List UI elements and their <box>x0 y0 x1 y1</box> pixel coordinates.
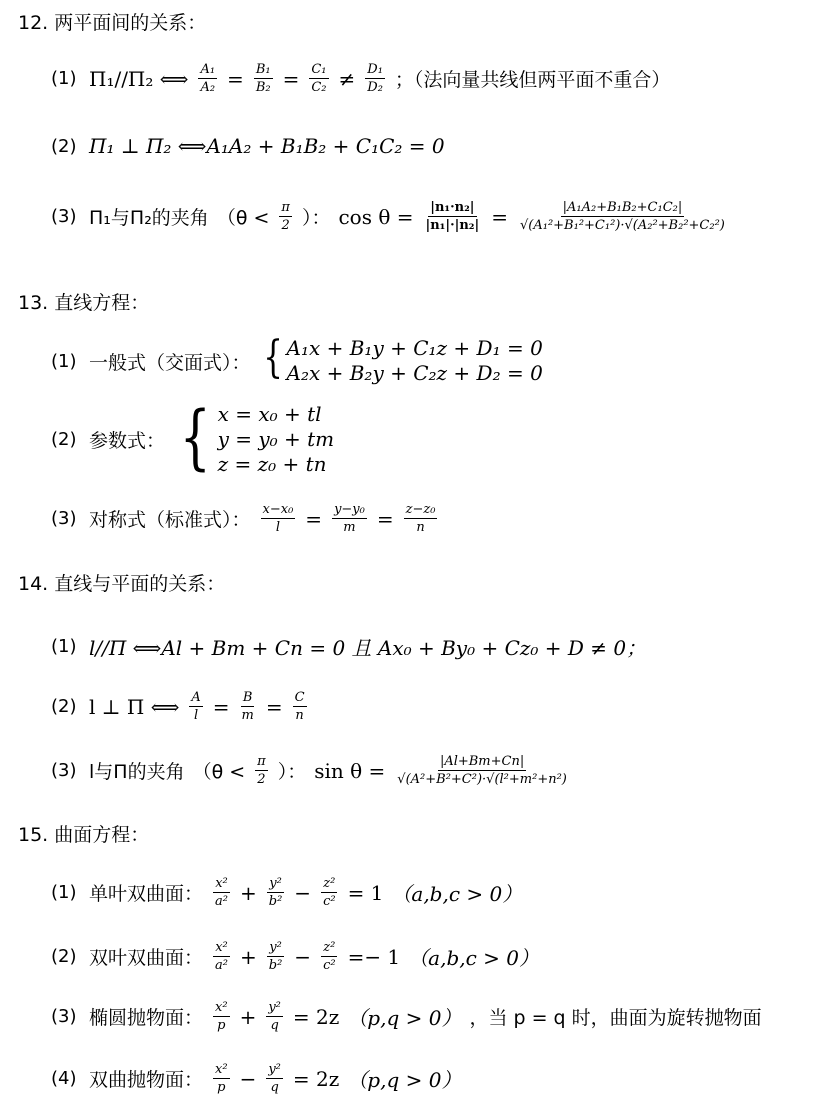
frac-angle: $\frac{|Al+Bm+Cn|}{\text{√(A²+B²+C²)·√(l²+m²+n²)}}$ <box>397 754 567 787</box>
symmetric-label: 对称式（标准式）： <box>89 509 251 531</box>
item-number: (3) <box>51 760 77 781</box>
frac-x: $\frac{\text{x²}}{p}$ <box>215 1000 228 1033</box>
angle-label: l与Π的夹角 <box>89 761 185 783</box>
equals: = <box>212 694 230 719</box>
rhs: = 2z <box>292 1004 340 1029</box>
not-equal: ≠ <box>338 66 356 91</box>
frac-x: $\frac{\text{x²}}{p}$ <box>215 1062 228 1095</box>
s15-item-2 <box>51 940 539 973</box>
frac-x: $\frac{\text{x−x₀}}{l}$ <box>262 502 294 535</box>
frac-a: $\frac{\text{A₁}}{\text{A₂}}$ <box>200 62 216 95</box>
pi-over-2: $\frac{\pi}{2}$ <box>257 754 266 787</box>
equals: = <box>282 66 300 91</box>
equals: = <box>305 506 323 531</box>
s13-item-2 <box>51 396 335 478</box>
frac-normals: $\frac{\text{|n₁·n₂|}}{\text{|n₁|·|n₂|}}$ <box>425 200 480 233</box>
plus: + <box>239 944 257 969</box>
item-number: (3) <box>51 1006 77 1027</box>
equation-line: z = z₀ + tn <box>217 452 327 476</box>
minus: − <box>294 880 312 905</box>
note: ；（法向量共线但两平面不重合） <box>394 69 671 91</box>
left-brace: { <box>179 396 211 478</box>
item-number: (1) <box>51 882 77 903</box>
s15-item-1 <box>51 876 522 909</box>
equation-line: A₂x + B₂y + C₂z + D₂ = 0 <box>286 361 543 385</box>
equation-line: x = x₀ + tl <box>217 402 322 426</box>
item-number: (3) <box>51 206 77 227</box>
item-number: (2) <box>51 429 77 450</box>
parallel-lhs: Π₁//Π₂ ⟺ <box>89 66 189 91</box>
condition: （p,q > 0） <box>347 1068 462 1092</box>
s14-item-3 <box>51 754 571 787</box>
rhs: =− 1 <box>347 944 401 969</box>
rhs: = 1 <box>347 880 384 905</box>
frac-c: $\frac{C}{n}$ <box>294 690 305 723</box>
section-13-title: 13. 直线方程： <box>18 292 150 314</box>
condition: （a,b,c > 0） <box>408 946 540 970</box>
item-number: (1) <box>51 350 77 372</box>
item-number: (1) <box>51 636 77 657</box>
frac-y: $\frac{\text{y²}}{q}$ <box>268 1000 281 1033</box>
pi-over-2: $\frac{\pi}{2}$ <box>281 200 290 233</box>
system-brace <box>259 332 543 386</box>
section-14-title: 14. 直线与平面的关系： <box>18 573 226 595</box>
condition-close: ）： <box>277 761 307 783</box>
minus: − <box>294 944 312 969</box>
surface-label: 双叶双曲面： <box>89 947 204 969</box>
s13-item-3 <box>51 502 439 535</box>
plus: + <box>239 880 257 905</box>
condition: （a,b,c > 0） <box>391 882 523 906</box>
item-number: (1) <box>51 68 77 89</box>
frac-d: $\frac{\text{D₁}}{\text{D₂}}$ <box>367 62 383 95</box>
equation-line: y = y₀ + tm <box>217 427 335 451</box>
frac-x: $\frac{\text{x²}}{\text{a²}}$ <box>215 940 228 973</box>
surface-label: 椭圆抛物面： <box>89 1007 204 1029</box>
frac-coefficients: $\frac{\text{|A₁A₂+B₁B₂+C₁C₂|}}{\text{√(A₁²+B₁²+C₁²)·√(A₂²+B₂²+C₂²)}}$ <box>520 200 725 233</box>
frac-b: $\frac{\text{B₁}}{\text{B₂}}$ <box>255 62 271 95</box>
s12-item-3 <box>51 200 729 233</box>
frac-y: $\frac{\text{y²}}{\text{b²}}$ <box>268 940 283 973</box>
surface-label: 双曲抛物面： <box>89 1069 204 1091</box>
condition-open: （θ < <box>192 761 246 783</box>
frac-z: $\frac{\text{z²}}{\text{c²}}$ <box>323 876 336 909</box>
item-number: (2) <box>51 135 77 157</box>
equals: = <box>376 506 394 531</box>
item-number: (4) <box>51 1068 77 1089</box>
frac-z: $\frac{\text{z−z₀}}{n}$ <box>405 502 436 535</box>
sin-theta: sin θ = <box>314 758 386 783</box>
perpendicular-lhs: l ⊥ Π ⟺ <box>89 694 180 719</box>
surface-label: 单叶双曲面： <box>89 883 204 905</box>
s14-item-2 <box>51 690 309 723</box>
left-brace: { <box>262 332 283 383</box>
section-12-title: 12. 两平面间的关系： <box>18 12 207 34</box>
s13-item-1 <box>51 332 543 386</box>
section-15-title: 15. 曲面方程： <box>18 824 150 846</box>
equals: = <box>227 66 244 91</box>
system-brace <box>173 396 335 478</box>
frac-x: $\frac{\text{x²}}{\text{a²}}$ <box>215 876 228 909</box>
frac-y: $\frac{\text{y²}}{\text{b²}}$ <box>268 876 283 909</box>
note: ，当 p = q 时，曲面为旋转抛物面 <box>469 1007 762 1029</box>
general-form-label: 一般式（交面式）： <box>89 351 251 374</box>
frac-c: $\frac{\text{C₁}}{\text{C₂}}$ <box>311 62 327 95</box>
perpendicular-condition: Π₁ ⊥ Π₂ ⟺A₁A₂ + B₁B₂ + C₁C₂ = 0 <box>89 134 445 158</box>
frac-a: $\frac{A}{l}$ <box>191 690 201 723</box>
plus: + <box>239 1004 257 1029</box>
s12-item-2 <box>51 134 445 158</box>
equals: = <box>265 694 283 719</box>
s12-item-1 <box>51 62 670 95</box>
condition-close: ）： <box>301 207 331 229</box>
parallel-condition: l//Π ⟺Al + Bm + Cn = 0 且 Ax₀ + By₀ + Cz₀ + D ≠ 0； <box>89 636 647 660</box>
minus: − <box>239 1066 257 1091</box>
frac-z: $\frac{\text{z²}}{\text{c²}}$ <box>323 940 336 973</box>
item-number: (2) <box>51 946 77 967</box>
rhs: = 2z <box>292 1066 340 1091</box>
angle-label: Π₁与Π₂的夹角 <box>89 207 209 229</box>
frac-y: $\frac{\text{y²}}{q}$ <box>268 1062 281 1095</box>
item-number: (3) <box>51 508 77 529</box>
equals: = <box>491 204 508 229</box>
frac-y: $\frac{\text{y−y₀}}{m}$ <box>334 502 365 535</box>
s15-item-4 <box>51 1062 461 1095</box>
s15-item-3 <box>51 1000 762 1033</box>
parametric-label: 参数式： <box>89 430 166 452</box>
condition-open: （θ < <box>216 207 270 229</box>
s14-item-1 <box>51 632 646 661</box>
condition: （p,q > 0） <box>347 1006 462 1030</box>
item-number: (2) <box>51 696 77 717</box>
frac-b: $\frac{B}{m}$ <box>241 690 254 723</box>
cos-theta: cos θ = <box>338 204 414 229</box>
equation-line: A₁x + B₁y + C₁z + D₁ = 0 <box>286 336 543 360</box>
